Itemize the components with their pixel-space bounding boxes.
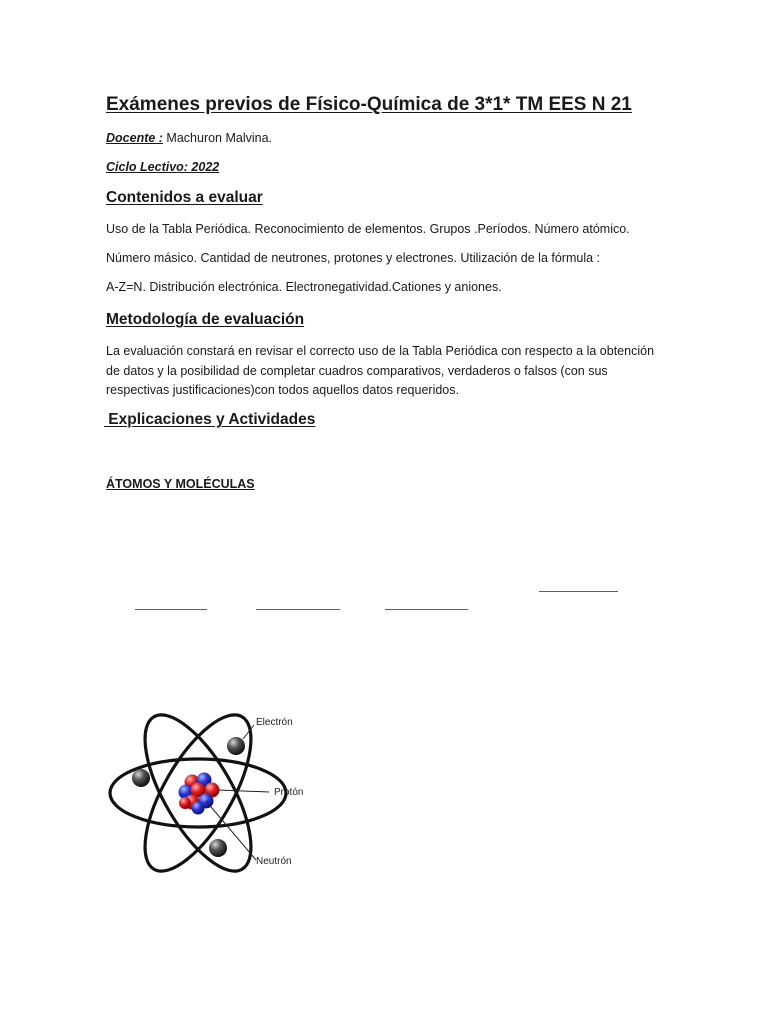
metodologia-paragraph: La evaluación constará en revisar el correcto uso de la Tabla Periódica con respecto a la obtención de datos y la posibilidad de completar cuadros comparativos, verdaderos o falsos (con sus respectivas justificaciones)con todos aquellos datos requeridos. [106, 344, 655, 397]
empty-link-4[interactable] [385, 609, 468, 610]
document-title: Exámenes previos de Físico-Química de 3*1* TM EES N 21 [106, 94, 632, 115]
electron-1 [227, 737, 245, 755]
contenidos-line-2: Número másico. Cantidad de neutrones, protones y electrones. Utilización de la fórmula : [106, 251, 601, 265]
label-neutron: Neutrón [256, 856, 292, 867]
heading-metodologia: Metodología de evaluación [106, 311, 305, 328]
empty-link-1[interactable] [539, 591, 618, 592]
electron-2 [132, 769, 150, 787]
electron-3 [209, 839, 227, 857]
empty-link-3[interactable] [256, 609, 340, 610]
ciclo-lectivo: Ciclo Lectivo: 2022 [106, 160, 220, 174]
docente-value: Machuron Malvina. [162, 131, 273, 145]
docente-line [106, 131, 272, 145]
heading-atomos-moleculas: ÁTOMOS Y MOLÉCULAS [106, 477, 255, 491]
heading-explicaciones: Explicaciones y Actividades [104, 411, 316, 428]
docente-label: Docente : [106, 131, 163, 145]
contenidos-line-1: Uso de la Tabla Periódica. Reconocimiento de elementos. Grupos .Períodos. Número atómico. [106, 222, 630, 236]
label-electron: Electrón [256, 717, 293, 728]
empty-link-2[interactable] [135, 609, 207, 610]
heading-contenidos: Contenidos a evaluar [106, 189, 263, 206]
atom-diagram [108, 690, 328, 895]
contenidos-line-3: A-Z=N. Distribución electrónica. Electronegatividad.Cationes y aniones. [106, 280, 502, 294]
label-proton: Protón [274, 787, 304, 798]
nucleus [179, 773, 220, 815]
